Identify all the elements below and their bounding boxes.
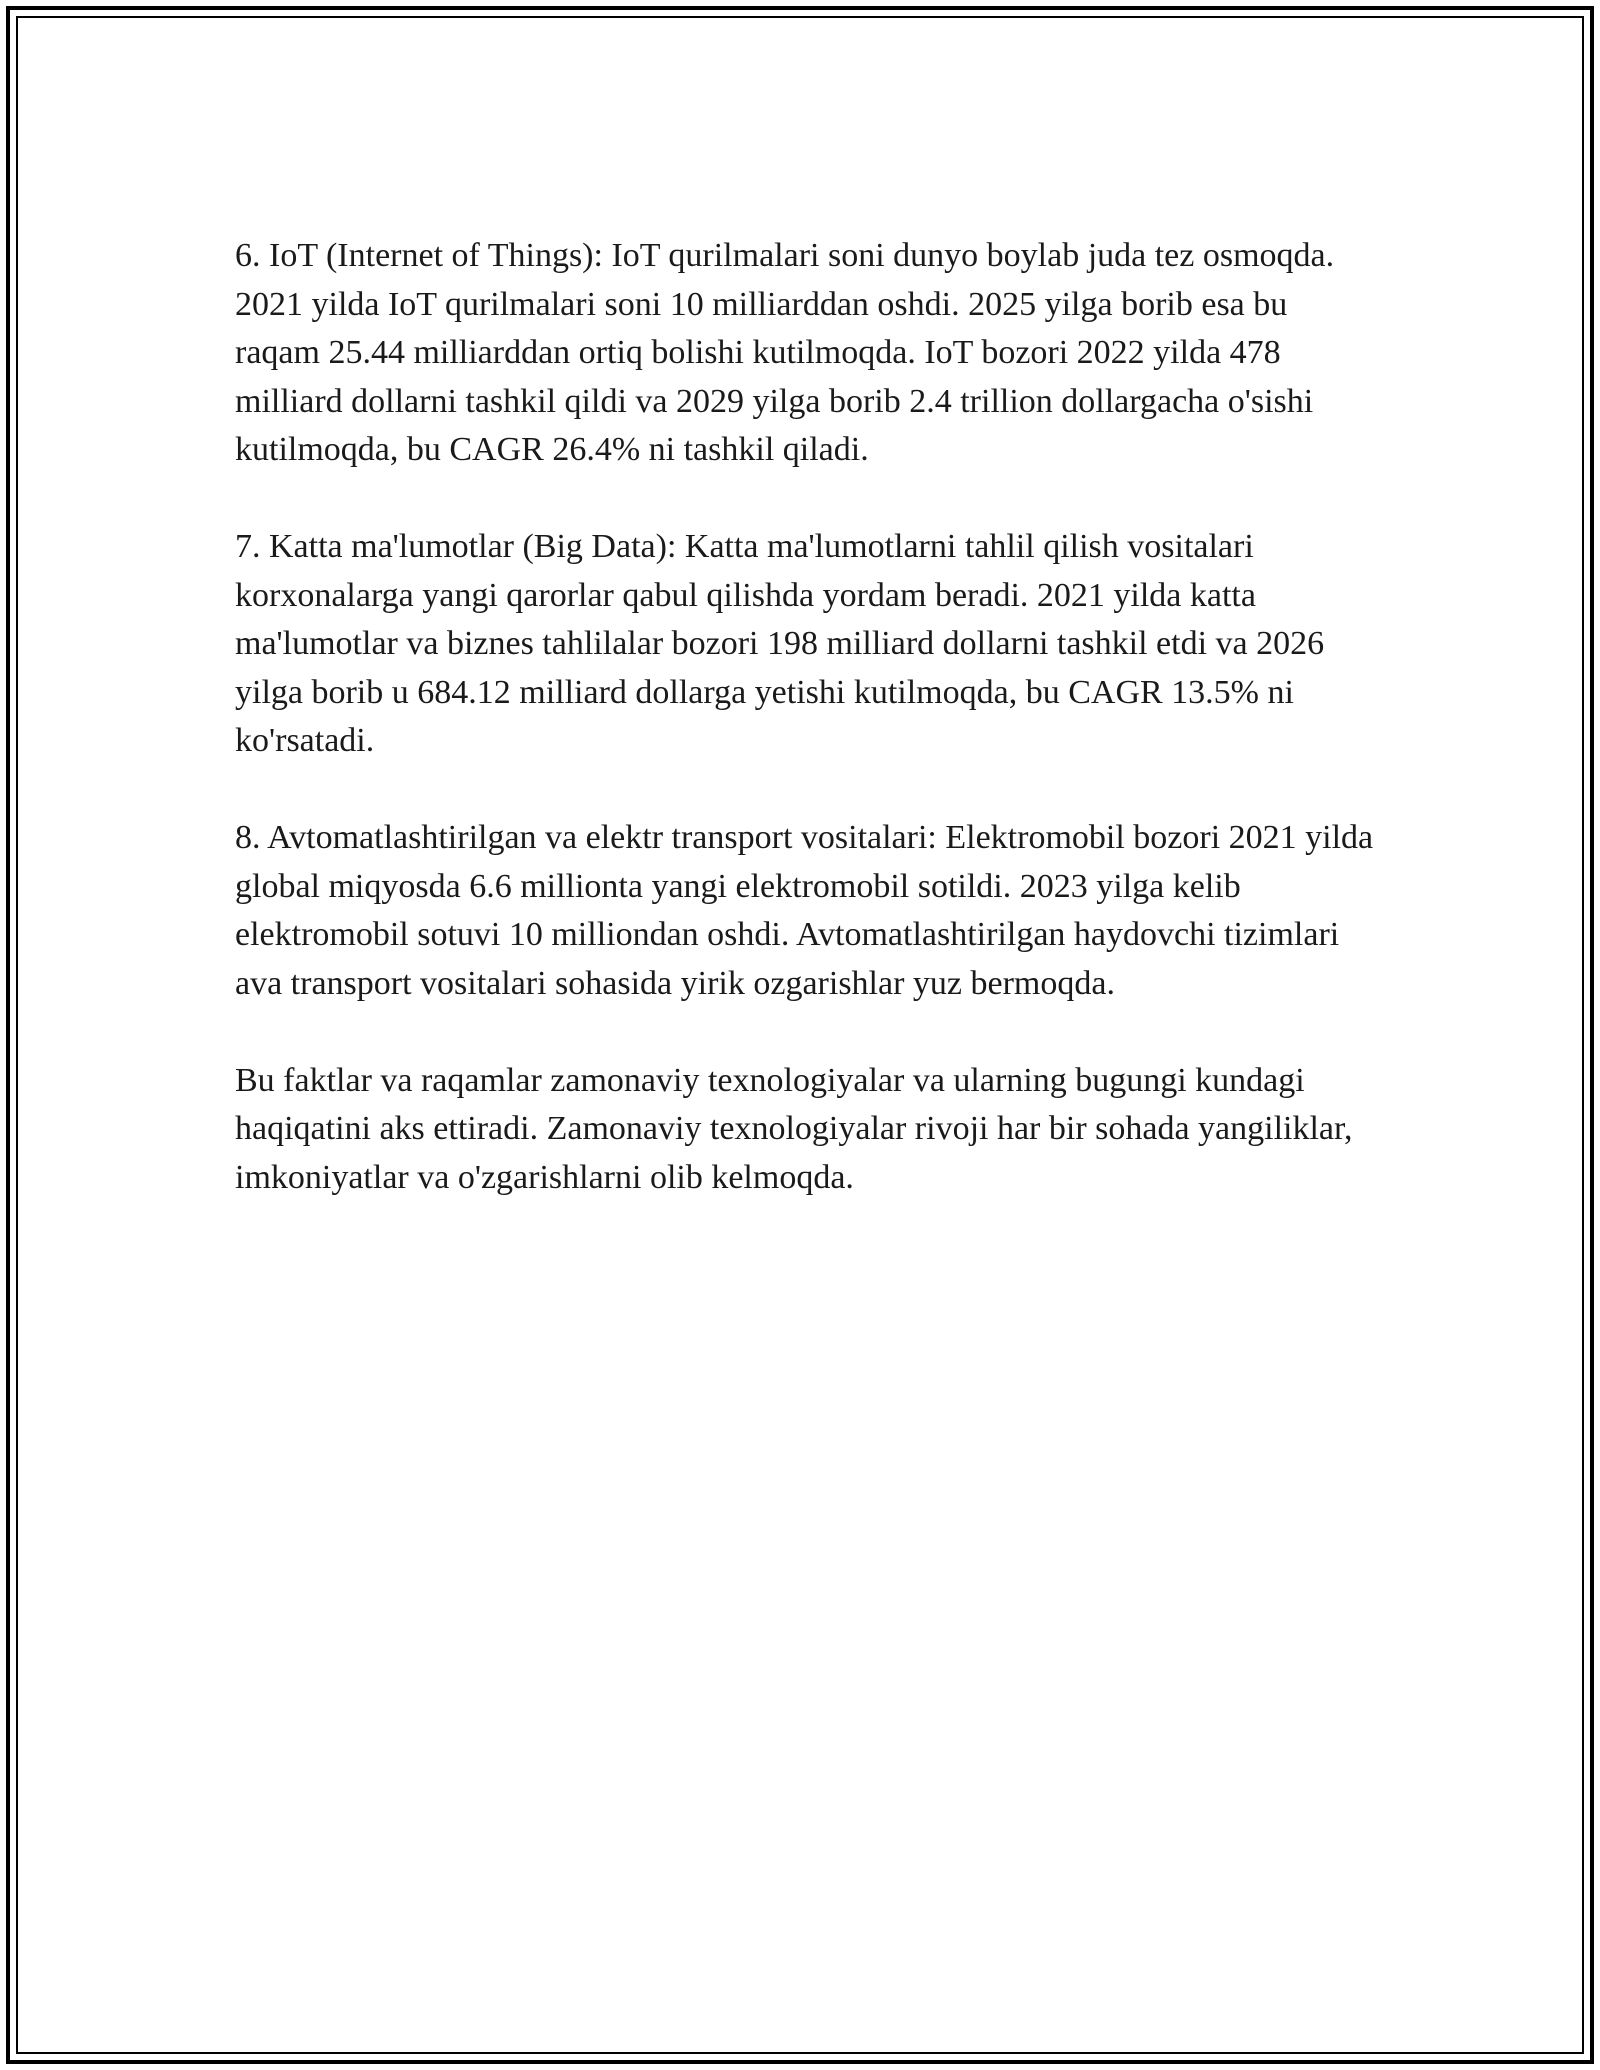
paragraph-conclusion: Bu faktlar va raqamlar zamonaviy texnologiyalar va ularning bugungi kundagi haqiqatini aks ettiradi. Zamonaviy texnologiyalar rivoji har bir sohada yangiliklar, imkoniyatlar va o'zgarishlarni olib kelmoqda. bbox=[235, 1061, 1353, 1196]
paragraph-big-data: 7. Katta ma'lumotlar (Big Data): Katta ma'lumotlarni tahlil qilish vositalari korxonalarga yangi qarorlar qabul qilishda yordam beradi. 2021 yilda katta ma'lumotlar va biznes tahlilalar bozori 198 milliard dollarni tashkil etdi va 2026 yilga borib u 684.12 milliard dollarga yetishi kutilmoqda, bu CAGR 13.5% ni ko'rsatadi. bbox=[235, 528, 1325, 759]
paragraph-iot: 6. IoT (Internet of Things): IoT qurilmalari soni dunyo boylab juda tez osmoqda. 2021 yilda IoT qurilmalari soni 10 milliarddan oshdi. 2025 yilga borib esa bu raqam 25.44 milliarddan ortiq bolishi kutilmoqda. IoT bozori 2022 yilda 478 milliard dollarni tashkil qildi va 2029 yilga borib 2.4 trillion dollargacha o'sishi kutilmoqda, bu CAGR 26.4% ni tashkil qiladi. bbox=[235, 237, 1335, 468]
paragraph-electric-transport: 8. Avtomatlashtirilgan va elektr transport vositalari: Elektromobil bozori 2021 yilda global miqyosda 6.6 millionta yangi elektromobil sotildi. 2023 yilga kelib elektromobil sotuvi 10 milliondan oshdi. Avtomatlashtirilgan haydovchi tizimlari ava transport vositalari sohasida yirik ozgarishlar yuz bermoqda. bbox=[235, 819, 1374, 1002]
document-body bbox=[235, 232, 1375, 1251]
